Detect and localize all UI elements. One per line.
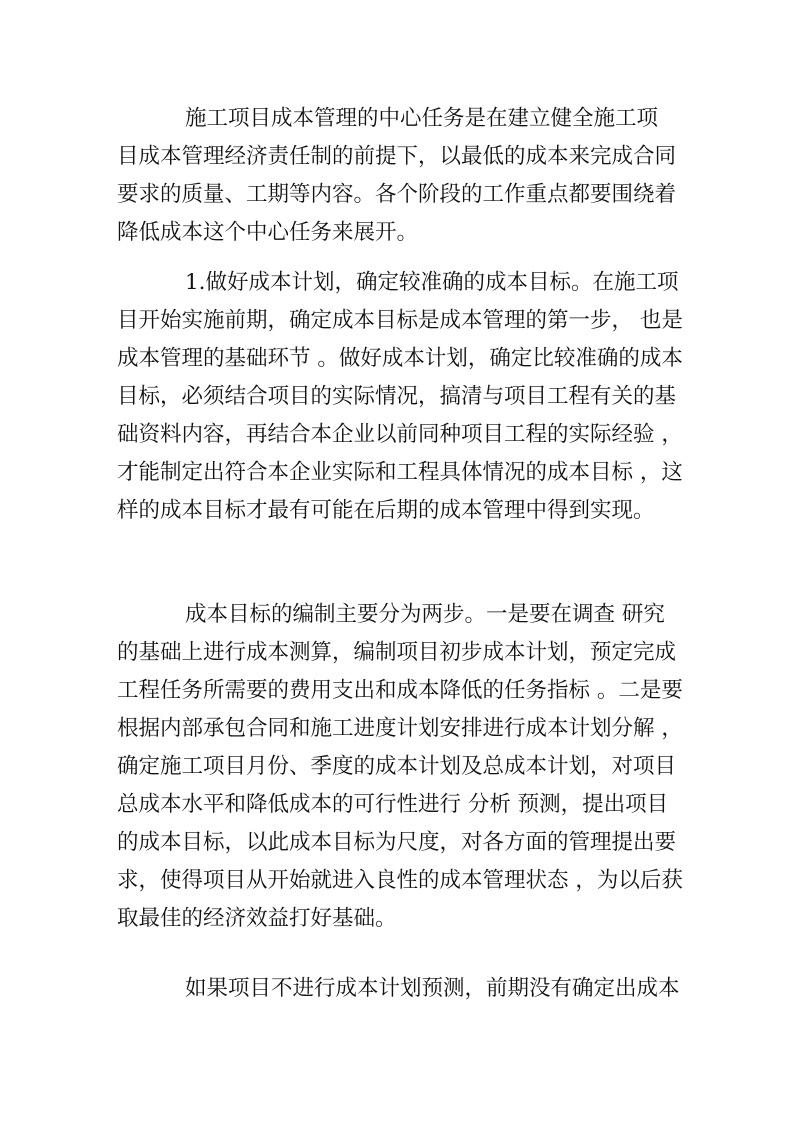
paragraph-line: 1.做好成本计划，确定较准确的成本目标。在施工项 (185, 270, 679, 295)
paragraph-no-prediction (117, 970, 680, 1008)
paragraph-line: 确定施工项目月份、季度的成本计划及总成本计划，对项目 (117, 754, 677, 779)
paragraph-line: 工程任务所需要的费用支出和成本降低的任务指标 。二是要 (117, 678, 683, 703)
paragraph-line: 样的成本目标才最有可能在后期的成本管理中得到实现。 (117, 498, 655, 523)
paragraph-line: 取最佳的经济效益打好基础。 (117, 906, 397, 931)
paragraph-cost-target-compilation (117, 596, 683, 938)
paragraph-line: 础资料内容，再结合本企业以前同种项目工程的实际经验 ， (117, 422, 683, 447)
paragraph-line: 目成本管理经济责任制的前提下，以最低的成本来完成合同 (117, 144, 677, 169)
paragraph-line: 如果项目不进行成本计划预测，前期没有确定出成本 (185, 976, 680, 1001)
paragraph-cost-management-task (117, 100, 677, 252)
paragraph-cost-plan (117, 264, 683, 530)
paragraph-line: 目开始实施前期，确定成本目标是成本管理的第一步， 也是 (117, 308, 683, 333)
paragraph-line: 要求的质量、工期等内容。各个阶段的工作重点都要围绕着 (117, 182, 677, 207)
paragraph-line: 降低成本这个中心任务来展开。 (117, 220, 419, 245)
paragraph-line: 成本目标的编制主要分为两步。一是要在调查 研究 (185, 602, 665, 627)
paragraph-line: 的基础上进行成本测算，编制项目初步成本计划，预定完成 (117, 640, 677, 665)
paragraph-line: 才能制定出符合本企业实际和工程具体情况的成本目标 ，这 (117, 460, 683, 485)
paragraph-line: 的成本目标，以此成本目标为尺度，对各方面的管理提出要 (117, 830, 677, 855)
paragraph-line: 目标，必须结合项目的实际情况，搞清与项目工程有关的基 (117, 384, 677, 409)
paragraph-line: 求，使得项目从开始就进入良性的成本管理状态 ，为以后获 (117, 868, 683, 893)
paragraph-line: 施工项目成本管理的中心任务是在建立健全施工项 (185, 106, 659, 131)
paragraph-line: 根据内部承包合同和施工进度计划安排进行成本计划分解 ， (117, 716, 683, 741)
paragraph-line: 总成本水平和降低成本的可行性进行 分析 预测，提出项目 (117, 792, 669, 817)
paragraph-line: 成本管理的基础环节 。做好成本计划，确定比较准确的成本 (117, 346, 683, 371)
